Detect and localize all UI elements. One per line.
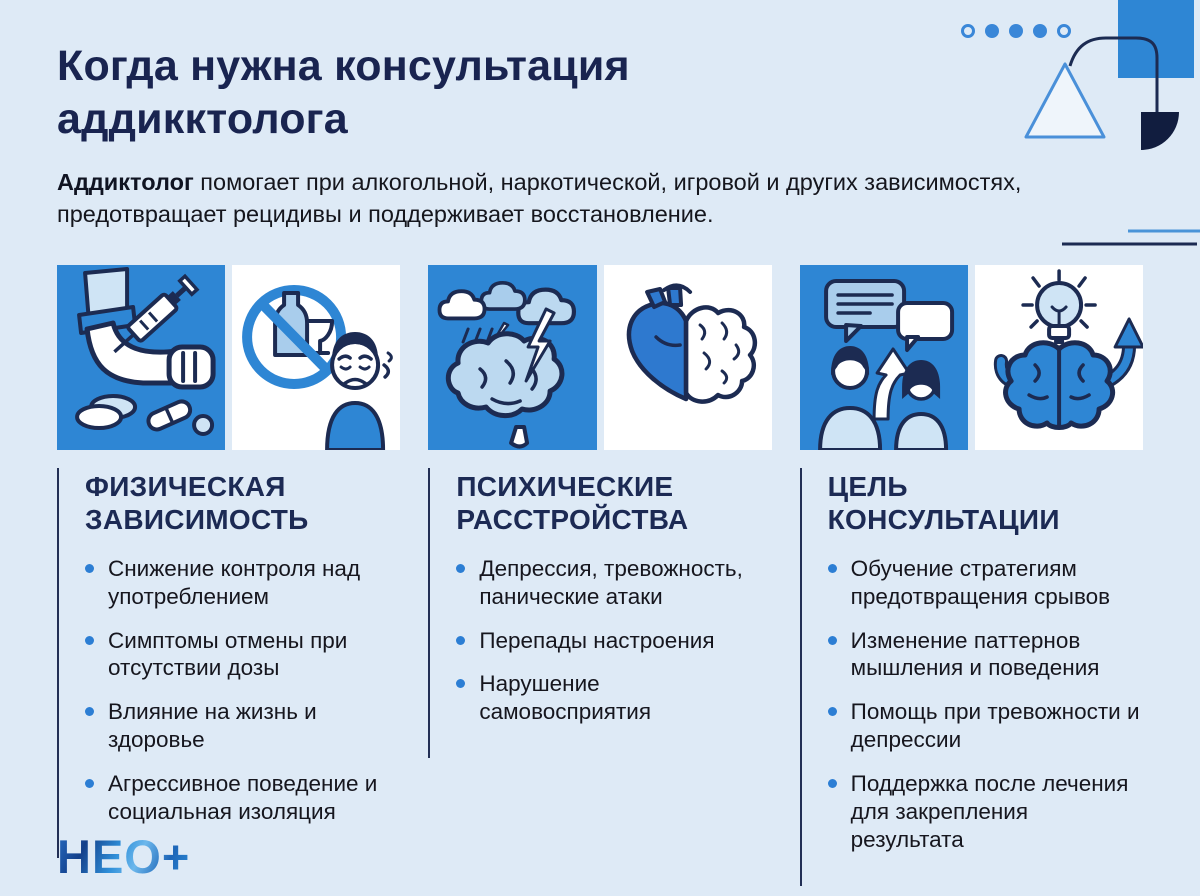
column-physical-dependence	[57, 265, 400, 886]
title-line-2: аддикктолога	[57, 95, 348, 144]
list-item: Нарушение самовосприятия	[456, 670, 771, 726]
list-item: Агрессивное поведение и социальная изоляция	[85, 770, 400, 826]
idea-bulb-brain-arrow-icon	[975, 265, 1143, 450]
storm-cloud-brain-icon	[428, 265, 596, 450]
heart-brain-icon	[604, 265, 772, 450]
bullet-dot	[456, 636, 465, 645]
column-content	[800, 468, 1143, 886]
dot-filled-icon	[985, 24, 999, 38]
column-content	[428, 468, 771, 759]
columns	[57, 265, 1143, 886]
dot-filled-icon	[1009, 24, 1023, 38]
icon-tiles	[428, 265, 771, 450]
intro-text	[57, 167, 1102, 231]
intro-bold-word: Аддиктолог	[57, 168, 194, 195]
tile	[975, 265, 1143, 450]
dot-outline-icon	[961, 24, 975, 38]
column-mental-disorders	[428, 265, 771, 886]
list-item: Симптомы отмены при отсутствии дозы	[85, 627, 400, 683]
bullet-dot	[456, 564, 465, 573]
list-item: Обучение стратегиям предотвращения срывов	[828, 555, 1143, 611]
list-item: Влияние на жизнь и здоровье	[85, 698, 400, 754]
column-consultation-goal	[800, 265, 1143, 886]
tile	[428, 265, 596, 450]
tile	[800, 265, 968, 450]
list-item: Перепады настроения	[456, 627, 771, 655]
bullet-dot	[828, 707, 837, 716]
bullet-list	[85, 555, 400, 826]
title-line-1: Когда нужна консультация	[57, 42, 630, 90]
bullet-dot	[828, 564, 837, 573]
decor-blue-square	[1118, 0, 1194, 78]
icon-tiles	[57, 265, 400, 450]
decor-dots-row	[961, 24, 1071, 38]
list-item: Помощь при тревожности и депрессии	[828, 698, 1143, 754]
column-content	[57, 468, 400, 858]
no-alcohol-sad-person-icon	[232, 265, 400, 450]
bullet-dot	[828, 636, 837, 645]
bullet-dot	[85, 564, 94, 573]
bullet-list	[828, 555, 1143, 854]
tile	[232, 265, 400, 450]
list-item: Поддержка после лечения для закрепления результата	[828, 770, 1143, 854]
dot-outline-icon	[1057, 24, 1071, 38]
tile	[604, 265, 772, 450]
dot-filled-icon	[1033, 24, 1047, 38]
intro-rest: помогает при алкогольной, наркотической, игровой и других зависимостях, предотвращает рецидивы и поддерживает восстановление.	[57, 168, 1022, 227]
list-item: Снижение контроля над употреблением	[85, 555, 400, 611]
bullet-dot	[828, 779, 837, 788]
list-item: Изменение паттернов мышления и поведения	[828, 627, 1143, 683]
tile	[57, 265, 225, 450]
icon-tiles	[800, 265, 1143, 450]
column-heading: ЦЕЛЬ КОНСУЛЬТАЦИИ	[827, 470, 1060, 536]
logo-neo-plus: НЕО+	[57, 830, 191, 883]
list-item: Депрессия, тревожность, панические атаки	[456, 555, 771, 611]
bullet-list	[456, 555, 771, 726]
bullet-dot	[85, 707, 94, 716]
column-heading: ПСИХИЧЕСКИЕ РАССТРОЙСТВА	[456, 470, 689, 536]
column-heading: ФИЗИЧЕСКАЯ ЗАВИСИМОСТЬ	[85, 470, 309, 536]
bullet-dot	[85, 636, 94, 645]
bullet-dot	[85, 779, 94, 788]
page-title	[57, 40, 1140, 147]
bullet-dot	[456, 679, 465, 688]
syringe-arm-pills-icon	[57, 265, 225, 450]
people-dialog-arrow-icon	[800, 265, 968, 450]
